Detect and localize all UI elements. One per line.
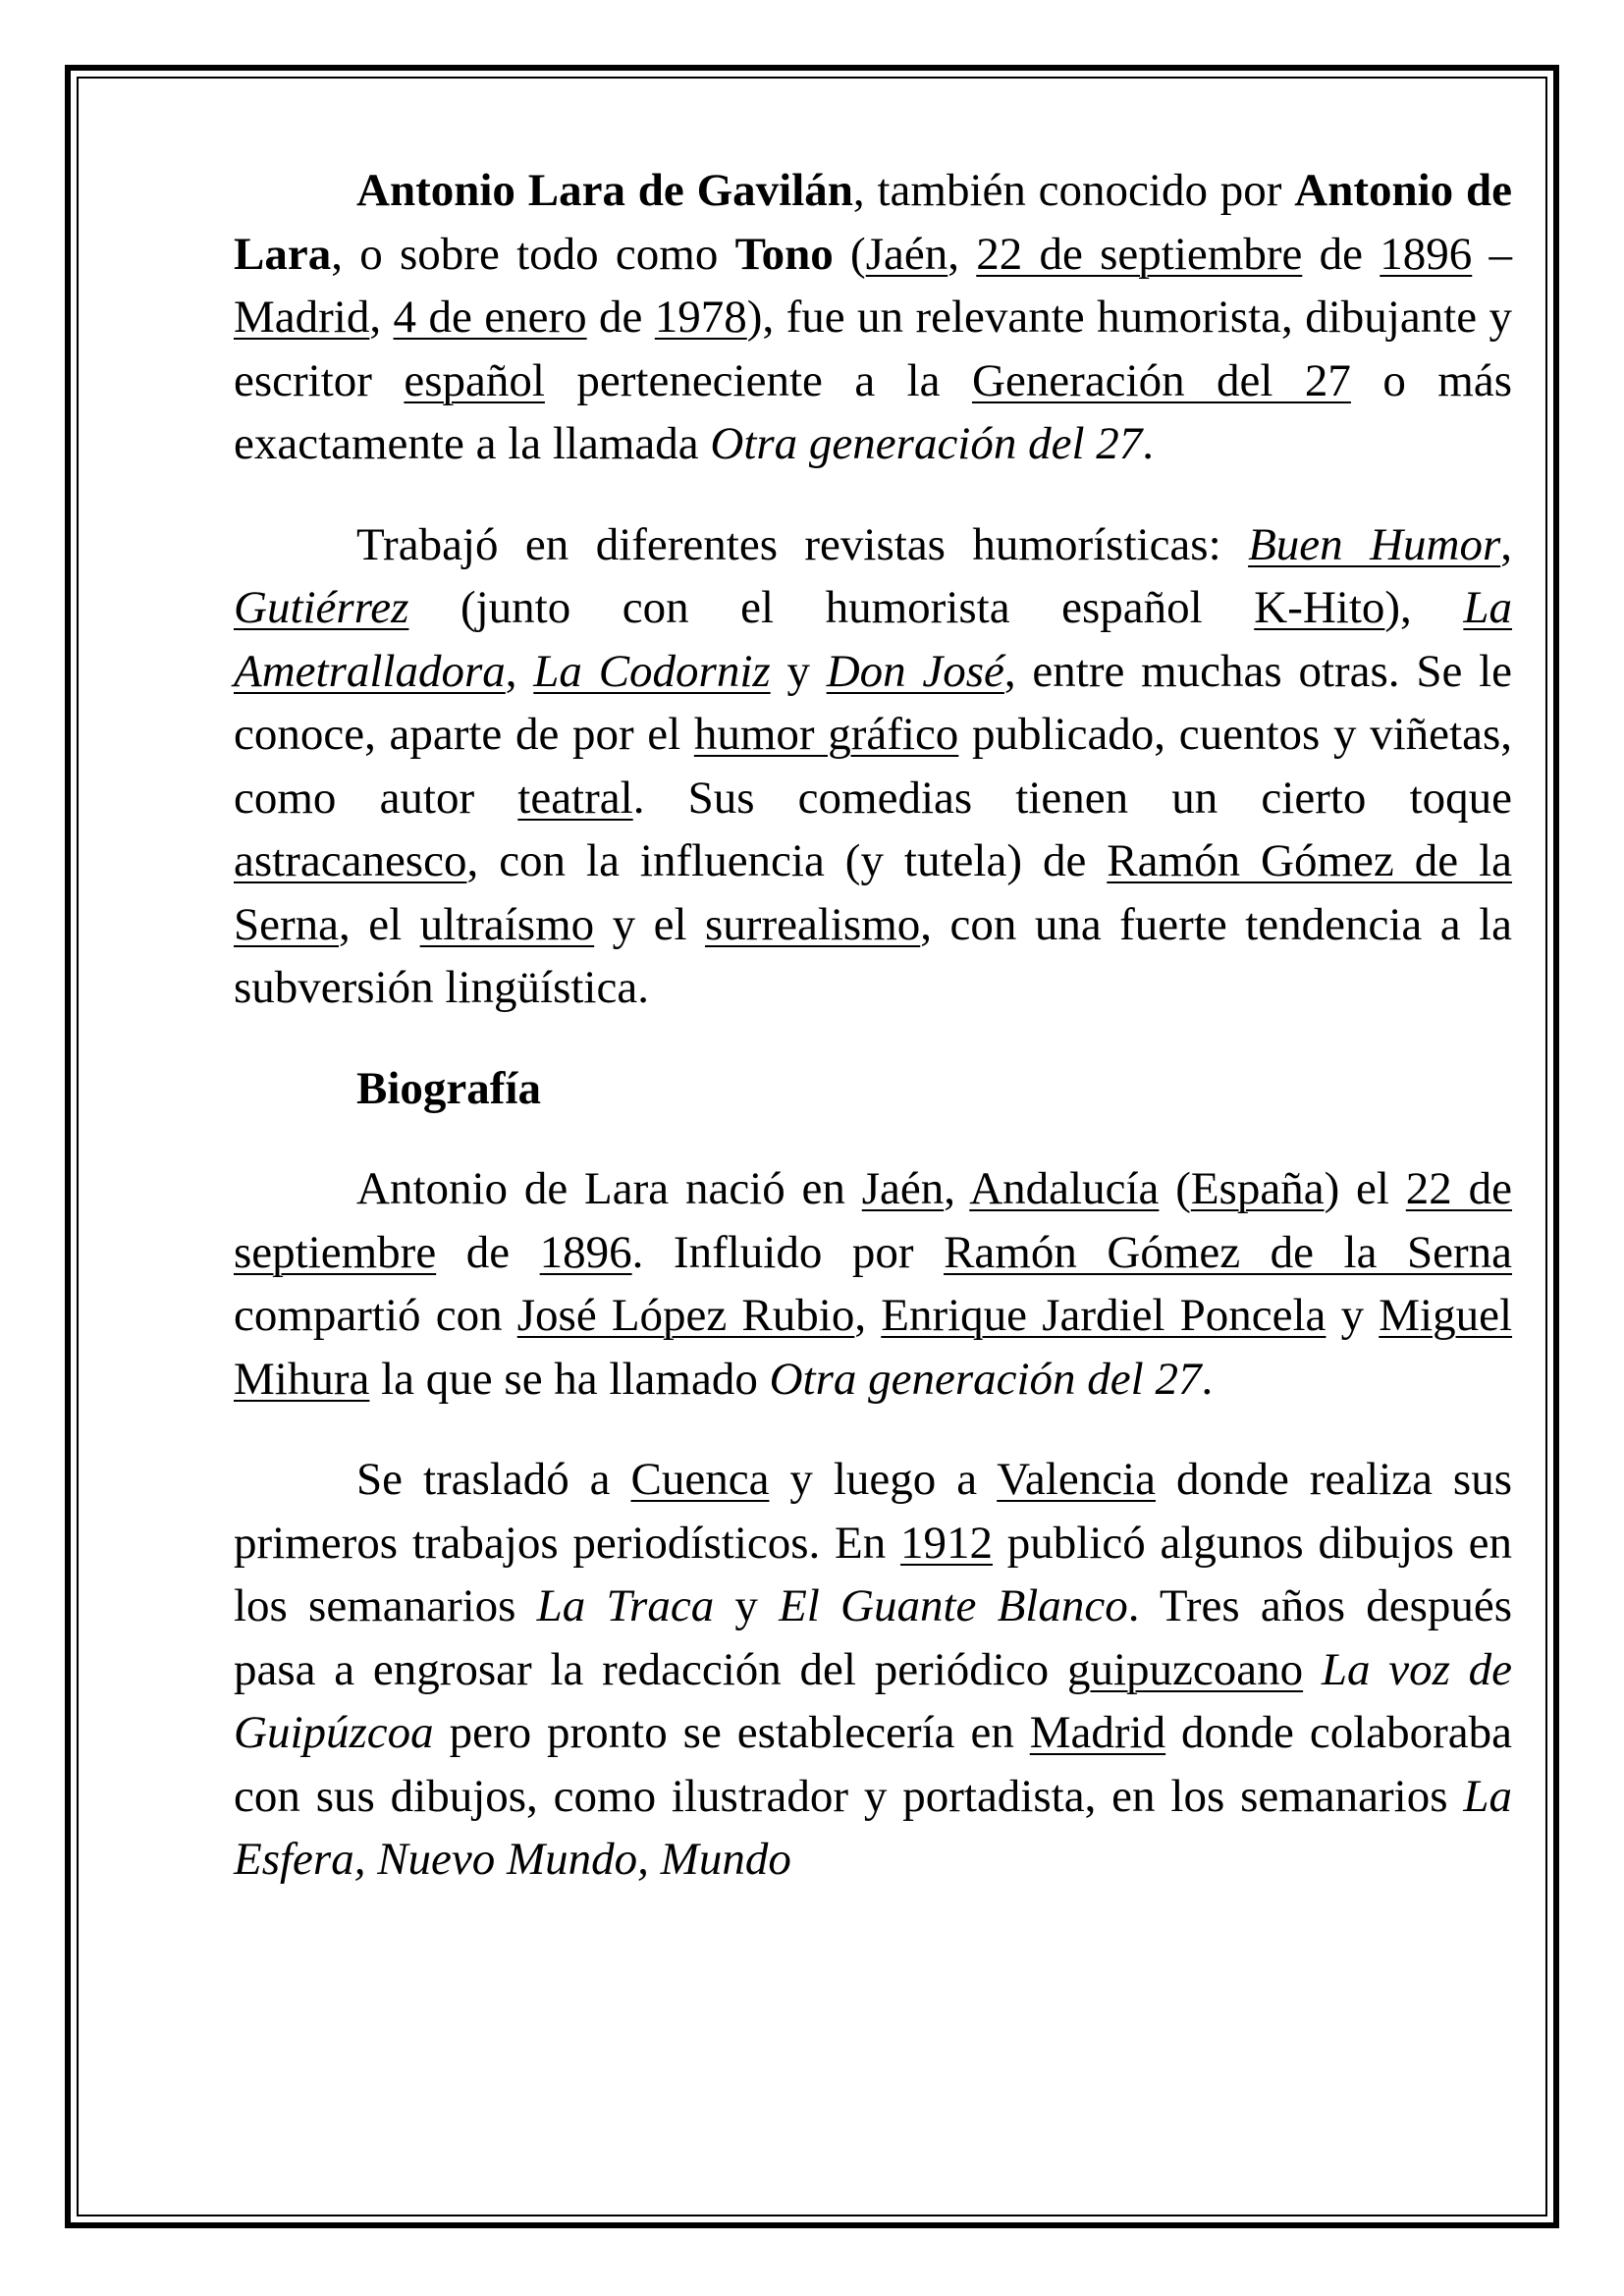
text-span: – (1472, 228, 1513, 280)
text-span: ( (833, 228, 866, 280)
link-jaen[interactable]: Jaén (861, 1163, 945, 1214)
text-span: la que se ha llamado (369, 1353, 770, 1405)
italic-el-guante-blanco: El Guante Blanco (779, 1580, 1128, 1631)
text-span: publicó algunos dibujos en los semanarios (234, 1517, 1512, 1631)
text-span: donde realiza sus primeros trabajos periodísticos. En (234, 1454, 1512, 1569)
text-span: ) el (1324, 1163, 1406, 1214)
link-teatral[interactable]: teatral (517, 772, 633, 824)
text-span (1303, 1644, 1322, 1695)
text-span: . Tres años después pasa a engrosar la redacción del periódico (234, 1580, 1513, 1695)
text-span: de (1302, 228, 1380, 280)
link-1912[interactable]: 1912 (900, 1517, 994, 1569)
bold-name: Antonio Lara de Gavilán (356, 165, 853, 216)
link-cuenca[interactable]: Cuenca (630, 1454, 770, 1505)
text-span: Trabajó en diferentes revistas humorísticas: (356, 518, 1249, 570)
link-jaen[interactable]: Jaén (865, 228, 948, 280)
text-span: . Sus comedias tienen un cierto toque (632, 772, 1512, 824)
text-span: , (947, 228, 977, 280)
text-span: y (714, 1580, 780, 1631)
link-jose-lopez-rubio[interactable]: José López Rubio (516, 1290, 855, 1341)
link-4-enero[interactable]: 4 de enero (393, 292, 587, 343)
link-22-septiembre[interactable]: 22 de septiembre (234, 1163, 1512, 1278)
paragraph-birth (234, 1157, 1512, 1411)
text-span: Se trasladó a (356, 1454, 631, 1505)
italic-la-traca: La Traca (536, 1580, 715, 1631)
link-madrid[interactable]: Madrid (1029, 1707, 1166, 1758)
text-span: publicado, cuentos y viñetas, como autor (234, 709, 1512, 824)
text-span: , el (339, 898, 420, 950)
text-span: . (1201, 1353, 1214, 1405)
link-andalucia[interactable]: Andalucía (969, 1163, 1160, 1214)
link-gutierrez[interactable] (234, 582, 408, 633)
link-k-hito[interactable]: K-Hito (1254, 582, 1385, 633)
text-span: , (1500, 518, 1512, 570)
text-span: , (944, 1163, 970, 1214)
link-espana[interactable]: España (1190, 1163, 1325, 1214)
text-span: donde colaboraba con sus dibujos, como ilustrador y portadista, en los semanarios (234, 1707, 1512, 1822)
paragraph-early-career (234, 1448, 1512, 1892)
italic-title: Gutiérrez (234, 582, 409, 633)
bold-nickname: Tono (734, 228, 834, 280)
link-22-septiembre[interactable]: 22 de septiembre (976, 228, 1303, 280)
italic-title: La Codorniz (533, 645, 771, 697)
section-heading-biografia: Biografía (356, 1062, 541, 1114)
link-valencia[interactable]: Valencia (997, 1454, 1156, 1505)
text-span: . (1142, 418, 1155, 469)
text-span: . Influido por (631, 1226, 945, 1278)
link-ramon-gomez-serna[interactable]: Ramón Gómez de la Serna (944, 1226, 1512, 1278)
link-generacion-27[interactable]: Generación del 27 (972, 354, 1351, 406)
paragraph-intro (234, 159, 1512, 476)
text-span: y (1326, 1290, 1380, 1341)
link-la-codorniz[interactable] (533, 646, 770, 697)
text-span: , (854, 1290, 882, 1341)
text-span: ), fue un relevante humorista, dibujante y escritor (234, 292, 1513, 406)
link-miguel-mihura[interactable]: Miguel Mihura (234, 1290, 1513, 1405)
document-body (234, 159, 1512, 1929)
text-span: (junto con el humorista español (408, 582, 1255, 633)
link-buen-humor[interactable] (1248, 519, 1500, 570)
text-span: de (436, 1226, 540, 1278)
text-span: y luego a (769, 1454, 998, 1505)
text-span: , entre muchas otras. Se le conoce, aparte de por el (234, 645, 1512, 760)
link-don-jose[interactable] (827, 646, 1004, 697)
link-espanol[interactable]: español (404, 354, 545, 406)
text-span: y (770, 645, 827, 697)
text-span: , (505, 645, 534, 697)
link-astracanesco[interactable]: astracanesco (234, 835, 467, 886)
italic-semanarios: La Esfera, Nuevo Mundo, Mundo (234, 1770, 1512, 1885)
link-surrealismo[interactable]: surrealismo (705, 898, 921, 950)
text-span: Antonio de Lara nació en (356, 1163, 862, 1214)
bold-alias: Antonio de Lara (234, 165, 1512, 280)
italic-title: Buen Humor (1248, 518, 1501, 570)
link-ramon-gomez-serna[interactable]: Ramón Gómez de la Serna (234, 835, 1512, 950)
link-1896[interactable]: 1896 (539, 1226, 632, 1278)
link-ultraismo[interactable]: ultraísmo (419, 898, 595, 950)
text-span: o más exactamente a la llamada (234, 354, 1512, 469)
text-span: ( (1159, 1163, 1191, 1214)
text-span: ), (1384, 582, 1464, 633)
text-span: pero pronto se establecería en (433, 1707, 1030, 1758)
link-humor-grafico[interactable]: humor gráfico (693, 709, 959, 760)
link-guipuzcoano[interactable]: guipuzcoano (1066, 1643, 1304, 1695)
text-span: de (586, 292, 655, 343)
text-span: , con la influencia (y tutela) de (466, 835, 1108, 886)
text-span: perteneciente a la (544, 354, 972, 406)
italic-title: Don José (826, 645, 1004, 697)
link-1978[interactable]: 1978 (654, 292, 747, 343)
text-span: y el (594, 898, 705, 950)
italic-otra-generacion: Otra generación del 27 (769, 1353, 1202, 1405)
text-span: , también conocido por (852, 165, 1295, 216)
text-span: , (369, 292, 394, 343)
text-span: , con una fuerte tendencia a la subversión lingüística. (234, 898, 1512, 1013)
italic-title: La Ametralladora (234, 582, 1512, 697)
link-madrid[interactable]: Madrid (234, 292, 370, 343)
italic-otra-generacion: Otra generación del 27 (710, 418, 1143, 469)
link-1896[interactable]: 1896 (1380, 228, 1473, 280)
text-span: , o sobre todo como (331, 228, 735, 280)
text-span: compartió con (234, 1290, 517, 1341)
link-enrique-jardiel-poncela[interactable]: Enrique Jardiel Poncela (881, 1290, 1326, 1341)
italic-la-voz-guipuzcoa: La voz de Guipúzcoa (234, 1643, 1513, 1758)
paragraph-career (234, 513, 1512, 1020)
